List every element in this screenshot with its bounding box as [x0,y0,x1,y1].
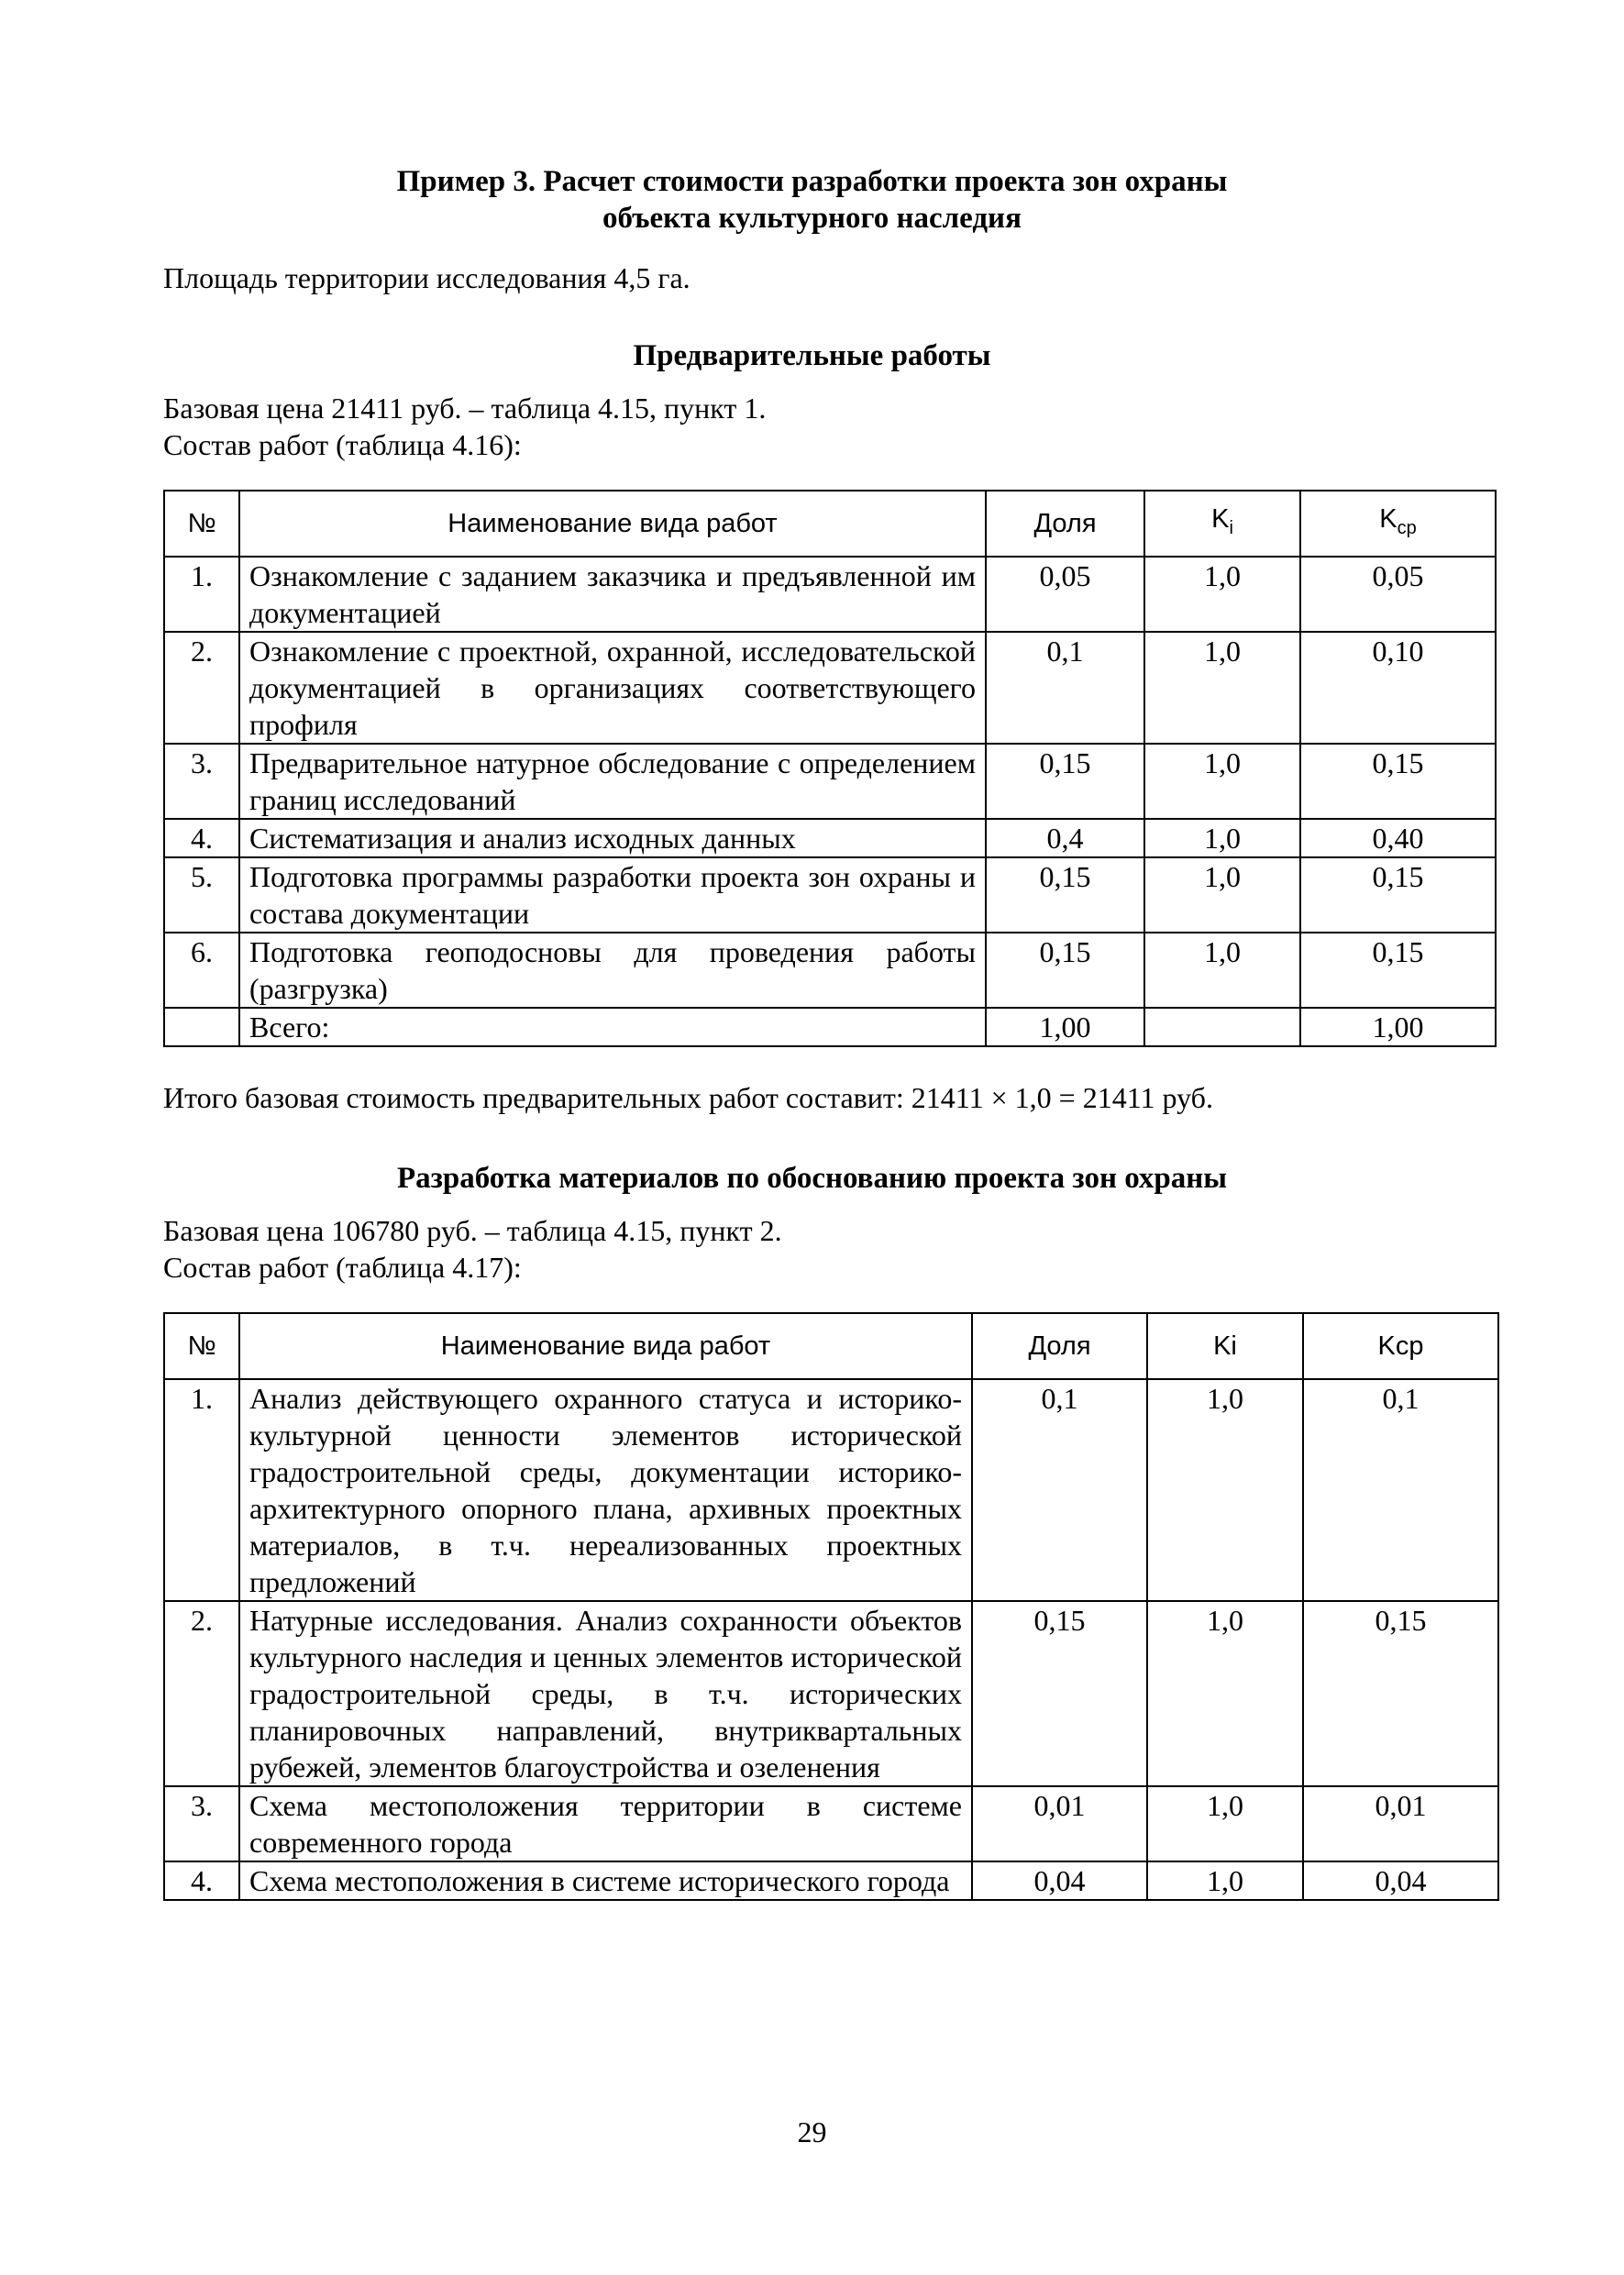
row-kcp: 0,04 [1303,1861,1498,1900]
row-name: Предварительное натурное обследование с определением границ исследований [239,744,986,819]
header-kcp-letter: K [1379,504,1398,535]
table-row [164,557,1496,632]
page-number: 29 [797,2115,827,2148]
section2-heading: Разработка материалов по обоснованию проекта зон охраны [396,1162,1228,1195]
header-k-sub: i [1229,517,1233,538]
header-k [1144,491,1300,557]
works-table-4-16 [163,490,1497,1047]
header-share: Доля [986,491,1144,557]
row-num: 4. [164,1861,239,1900]
row-share: 0,1 [972,1379,1147,1601]
row-kcp: 0,01 [1303,1786,1498,1861]
row-k: 1,0 [1147,1861,1303,1900]
row-share: 0,15 [972,1601,1147,1786]
row-name: Ознакомление с заданием заказчика и предъявленной им документацией [239,557,986,632]
table-row [164,632,1496,744]
header-share: Доля [972,1313,1147,1379]
row-kcp: 0,1 [1303,1379,1498,1601]
section1-result: Итого базовая стоимость предварительных работ составит: 21411 × 1,0 = 21411 руб. [163,1081,1213,1114]
table-row [164,1786,1498,1861]
row-k: 1,0 [1144,933,1300,1008]
row-num: 4. [164,819,239,857]
row-k: 1,0 [1144,557,1300,632]
row-num: 6. [164,933,239,1008]
header-num: № [164,491,239,557]
row-name: Систематизация и анализ исходных данных [239,819,986,857]
total-share: 1,00 [986,1008,1144,1046]
row-kcp: 0,15 [1300,933,1496,1008]
row-name: Ознакомление с проектной, охранной, исследовательской документацией в организациях соответствующего профиля [239,632,986,744]
section2-composition: Состав работ (таблица 4.17): [163,1251,522,1284]
row-num: 2. [164,632,239,744]
row-name: Натурные исследования. Анализ сохранности объектов культурного наследия и ценных элементов исторической градостроительной среды, в т.ч. исторических планировочных направлений, внутриквартальных рубежей, элементов благоустройства и озеленения [239,1601,972,1786]
row-num: 5. [164,857,239,933]
row-num: 3. [164,744,239,819]
area-text: Площадь территории исследования 4,5 га. [163,261,690,294]
row-share: 0,4 [986,819,1144,857]
row-share: 0,05 [986,557,1144,632]
row-kcp: 0,15 [1300,744,1496,819]
header-kcp [1300,491,1496,557]
header-num: № [164,1313,239,1379]
header-name: Наименование вида работ [239,1313,972,1379]
row-num: 3. [164,1786,239,1861]
row-kcp: 0,40 [1300,819,1496,857]
total-label: Всего: [239,1008,986,1046]
row-num: 1. [164,557,239,632]
total-k [1144,1008,1300,1046]
row-k: 1,0 [1147,1601,1303,1786]
row-num: 1. [164,1379,239,1601]
row-k: 1,0 [1147,1379,1303,1601]
header-name: Наименование вида работ [239,491,986,557]
section1-base-price: Базовая цена 21411 руб. – таблица 4.15, пункт 1. [163,392,767,425]
table-total-row [164,1008,1496,1046]
row-name: Схема местоположения в системе исторического города [239,1861,972,1900]
row-share: 0,15 [986,857,1144,933]
row-k: 1,0 [1144,819,1300,857]
section1-composition: Состав работ (таблица 4.16): [163,428,522,461]
row-share: 0,15 [986,744,1144,819]
row-kcp: 0,15 [1300,857,1496,933]
table-header-row [164,491,1496,557]
row-share: 0,04 [972,1861,1147,1900]
table-row [164,1601,1498,1786]
row-k: 1,0 [1147,1786,1303,1861]
table-row [164,1861,1498,1900]
header-kcp-sub: ср [1397,517,1417,538]
row-k: 1,0 [1144,632,1300,744]
document-title-line2: объекта культурного наследия [602,202,1022,235]
table-header-row [164,1313,1498,1379]
row-share: 0,1 [986,632,1144,744]
row-k: 1,0 [1144,857,1300,933]
table-row [164,819,1496,857]
total-kcp: 1,00 [1300,1008,1496,1046]
header-kcp: Kср [1303,1313,1498,1379]
row-name: Схема местоположения территории в системе современного города [239,1786,972,1861]
row-kcp: 0,15 [1303,1601,1498,1786]
header-k-letter: K [1211,504,1230,535]
row-num: 2. [164,1601,239,1786]
table-row [164,933,1496,1008]
section1-heading: Предварительные работы [633,339,991,372]
row-share: 0,01 [972,1786,1147,1861]
row-share: 0,15 [986,933,1144,1008]
total-num [164,1008,239,1046]
row-name: Подготовка геоподосновы для проведения работы (разгрузка) [239,933,986,1008]
row-k: 1,0 [1144,744,1300,819]
table-row [164,857,1496,933]
works-table-4-17 [163,1312,1499,1901]
row-kcp: 0,05 [1300,557,1496,632]
header-k: Ki [1147,1313,1303,1379]
section2-base-price: Базовая цена 106780 руб. – таблица 4.15, пункт 2. [163,1214,782,1247]
table-row [164,744,1496,819]
row-name: Анализ действующего охранного статуса и историко-культурной ценности элементов исторической градостроительной среды, документации историко-архитектурного опорного плана, архивных проектных материалов, в т.ч. нереализованных проектных предложений [239,1379,972,1601]
row-kcp: 0,10 [1300,632,1496,744]
table-row [164,1379,1498,1601]
row-name: Подготовка программы разработки проекта зон охраны и состава документации [239,857,986,933]
document-title-line1: Пример 3. Расчет стоимости разработки проекта зон охраны [396,165,1228,198]
